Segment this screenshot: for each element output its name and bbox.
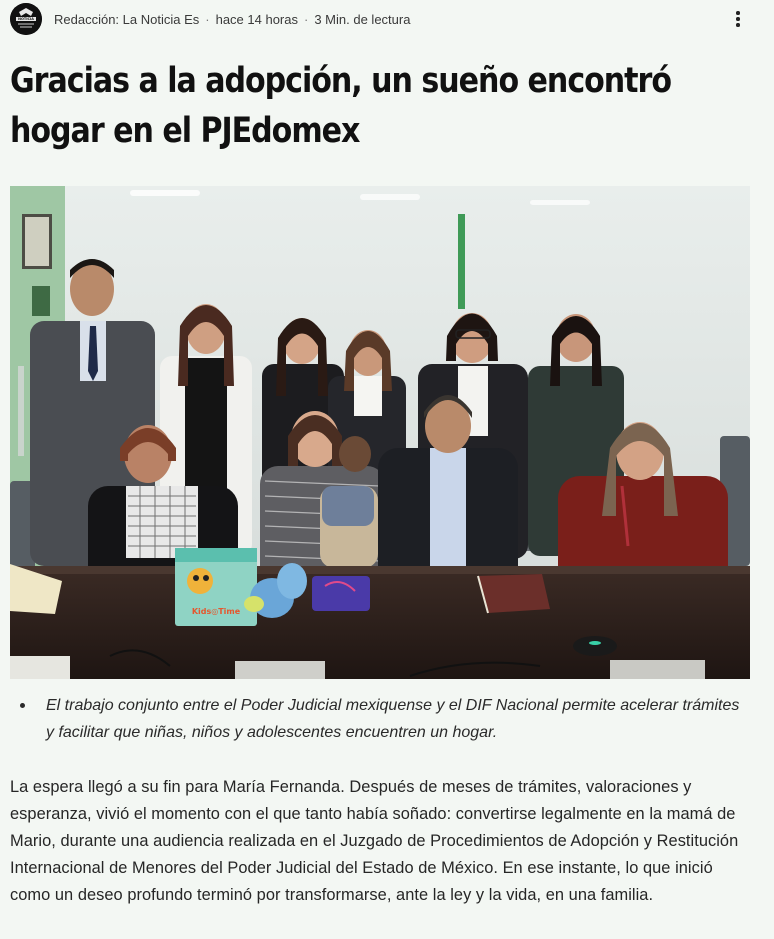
meta-separator: · (304, 11, 309, 27)
svg-text:NOTICIA: NOTICIA (18, 17, 34, 22)
author-avatar[interactable] (10, 3, 42, 35)
svg-text:Kids◎Time: Kids◎Time (191, 607, 241, 616)
more-vertical-icon (736, 11, 740, 15)
article-body-paragraph: La espera llegó a su fin para María Fernanda. Después de meses de trámites, valoraciones y esperanza, vivió el momento con el que tanto había soñado: convertirse legalmente en la mamá de Mario, durante una audiencia realizada en el Juzgado de Procedimientos de Adopción y Restitución Internacional de Menores del Poder Judicial del Estado de México. En ese instante, lo que inició como un deseo profundo terminó por transformarse, ante la ley y la vida, en una familia. (10, 778, 739, 904)
article-title: Gracias a la adopción, un sueño encontró hogar en el PJEdomex (10, 61, 672, 151)
more-vertical-icon-dot (736, 23, 740, 27)
more-options-button[interactable] (728, 9, 748, 29)
news-logo-icon (10, 3, 42, 35)
article-meta (54, 12, 410, 27)
author-name[interactable]: Redacción: La Noticia Es (54, 11, 200, 27)
article-photo (10, 186, 750, 679)
more-vertical-icon-dot (736, 17, 740, 21)
group-photo-illustration (10, 186, 750, 679)
article-meta-bar (10, 3, 764, 35)
read-time: 3 Min. de lectura (314, 11, 411, 27)
photo-caption-list (10, 692, 750, 746)
photo-caption: El trabajo conjunto entre el Poder Judicial mexiquense y el DIF Nacional permite acelerar trámites y facilitar que niñas, niños y adolescentes encuentren un hogar. (10, 692, 750, 746)
publish-time: hace 14 horas (215, 11, 298, 27)
meta-separator: · (205, 11, 210, 27)
